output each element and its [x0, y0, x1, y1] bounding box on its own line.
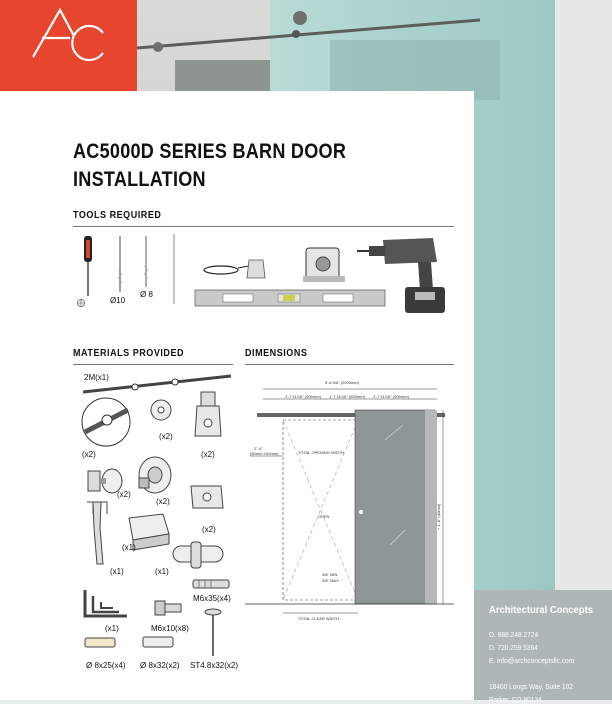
- materials-divider: [73, 364, 233, 365]
- chalk-line-icon: [204, 260, 265, 278]
- page-title: [73, 138, 400, 194]
- direct-phone[interactable]: D. 720.259.5364: [489, 643, 538, 652]
- screw-m6x10-icon: [155, 601, 181, 615]
- dimensions-heading: DIMENSIONS: [245, 348, 308, 359]
- track-label: 2M(x1): [84, 373, 109, 382]
- spacer-icon: [143, 637, 173, 647]
- opening-width-label: TOTAL OPENING WIDTH: [298, 450, 345, 455]
- open-label: OPEN: [318, 514, 330, 519]
- drill-bit-8-icon: [145, 236, 148, 287]
- tools-illustration: [73, 232, 454, 316]
- wrench-qty-label: (x1): [110, 567, 124, 576]
- ac-logo-icon: [0, 0, 137, 91]
- title-line-2: INSTALLATION: [73, 168, 206, 191]
- wall-anchor-icon: [85, 638, 115, 647]
- wall-bracket-icon: [195, 392, 221, 436]
- clamp-qty-label: (x2): [202, 525, 216, 534]
- title-line-1: AC5000D SERIES BARN DOOR: [73, 140, 347, 163]
- door-handle-icon: [173, 542, 223, 568]
- tools-heading: TOOLS REQUIRED: [73, 210, 162, 221]
- m6x35-label: M6x35(x4): [193, 594, 231, 603]
- guide-qty-label: (x1): [122, 543, 136, 552]
- roller-qty-label: (x2): [156, 497, 170, 506]
- tools-divider: [73, 226, 454, 227]
- floor-gap-2-label: 3/8" MAX: [322, 578, 339, 583]
- track-detail-icon: [82, 398, 130, 446]
- materials-heading: MATERIALS PROVIDED: [73, 348, 185, 359]
- height-label: + 1'-8" (40mm): [436, 503, 441, 530]
- offset-mm-label: (50mm-100mm): [250, 451, 279, 456]
- spacing-1-label: 1'-7 11/16" (500mm): [285, 394, 321, 399]
- tape-measure-icon: [303, 248, 345, 282]
- screwdriver-icon: [78, 236, 93, 307]
- washer-icon: [151, 400, 171, 420]
- washer-qty-label: (x2): [159, 432, 173, 441]
- materials-illustration: [73, 368, 238, 668]
- anchor-label: Ø 8x25(x4): [86, 661, 126, 670]
- drill-bit-10-label: Ø10: [110, 296, 126, 305]
- spacing-2-label: 1'-7 11/16" (500mm): [329, 394, 365, 399]
- spacing-3-label: 1'-7 11/16" (500mm): [373, 394, 409, 399]
- handle-qty-label: (x1): [155, 567, 169, 576]
- pin-wrench-icon: [87, 502, 107, 564]
- door-clamp-icon: [191, 486, 223, 508]
- email-link[interactable]: E. info@archconceptsllc.com: [489, 656, 575, 665]
- dimensions-drawing: [245, 370, 454, 625]
- brand-logo: [0, 0, 137, 91]
- offset-label: 2"-4": [254, 446, 263, 451]
- detail-qty-label: (x2): [82, 450, 96, 459]
- roller-wheel-icon: [139, 457, 171, 493]
- dimensions-divider: [245, 364, 454, 365]
- company-name: Architectural Concepts: [489, 604, 593, 616]
- office-phone[interactable]: O. 888.248.2724: [489, 630, 539, 639]
- screw-m6x35-icon: [193, 580, 229, 588]
- spacer-label: Ø 8x32(x2): [140, 661, 180, 670]
- wood-screw-label: ST4.8x32(x2): [190, 661, 239, 670]
- end-stop-qty-label: (x2): [117, 490, 131, 499]
- bracket-qty-label: (x2): [201, 450, 215, 459]
- overall-width-label: 6'-6 5/8" (2000mm): [325, 380, 359, 385]
- level-icon: [195, 290, 385, 306]
- floor-gap-label: 3/8" MIN: [322, 572, 338, 577]
- allen-keys-icon: [85, 590, 127, 616]
- m6x10-label: M6x10(x8): [151, 624, 189, 633]
- drill-bit-8-label: Ø 8: [140, 290, 153, 299]
- clear-width-label: TOTAL CLEAR WIDTH: [298, 616, 340, 621]
- street-address: 18400 Longs Way, Suite 102: [489, 682, 574, 691]
- wood-screw-icon: [205, 609, 221, 656]
- drill-bit-10-icon: [119, 236, 122, 292]
- allen-qty-label: (x1): [105, 624, 119, 633]
- city-address: Parker, CO 80134: [489, 695, 542, 704]
